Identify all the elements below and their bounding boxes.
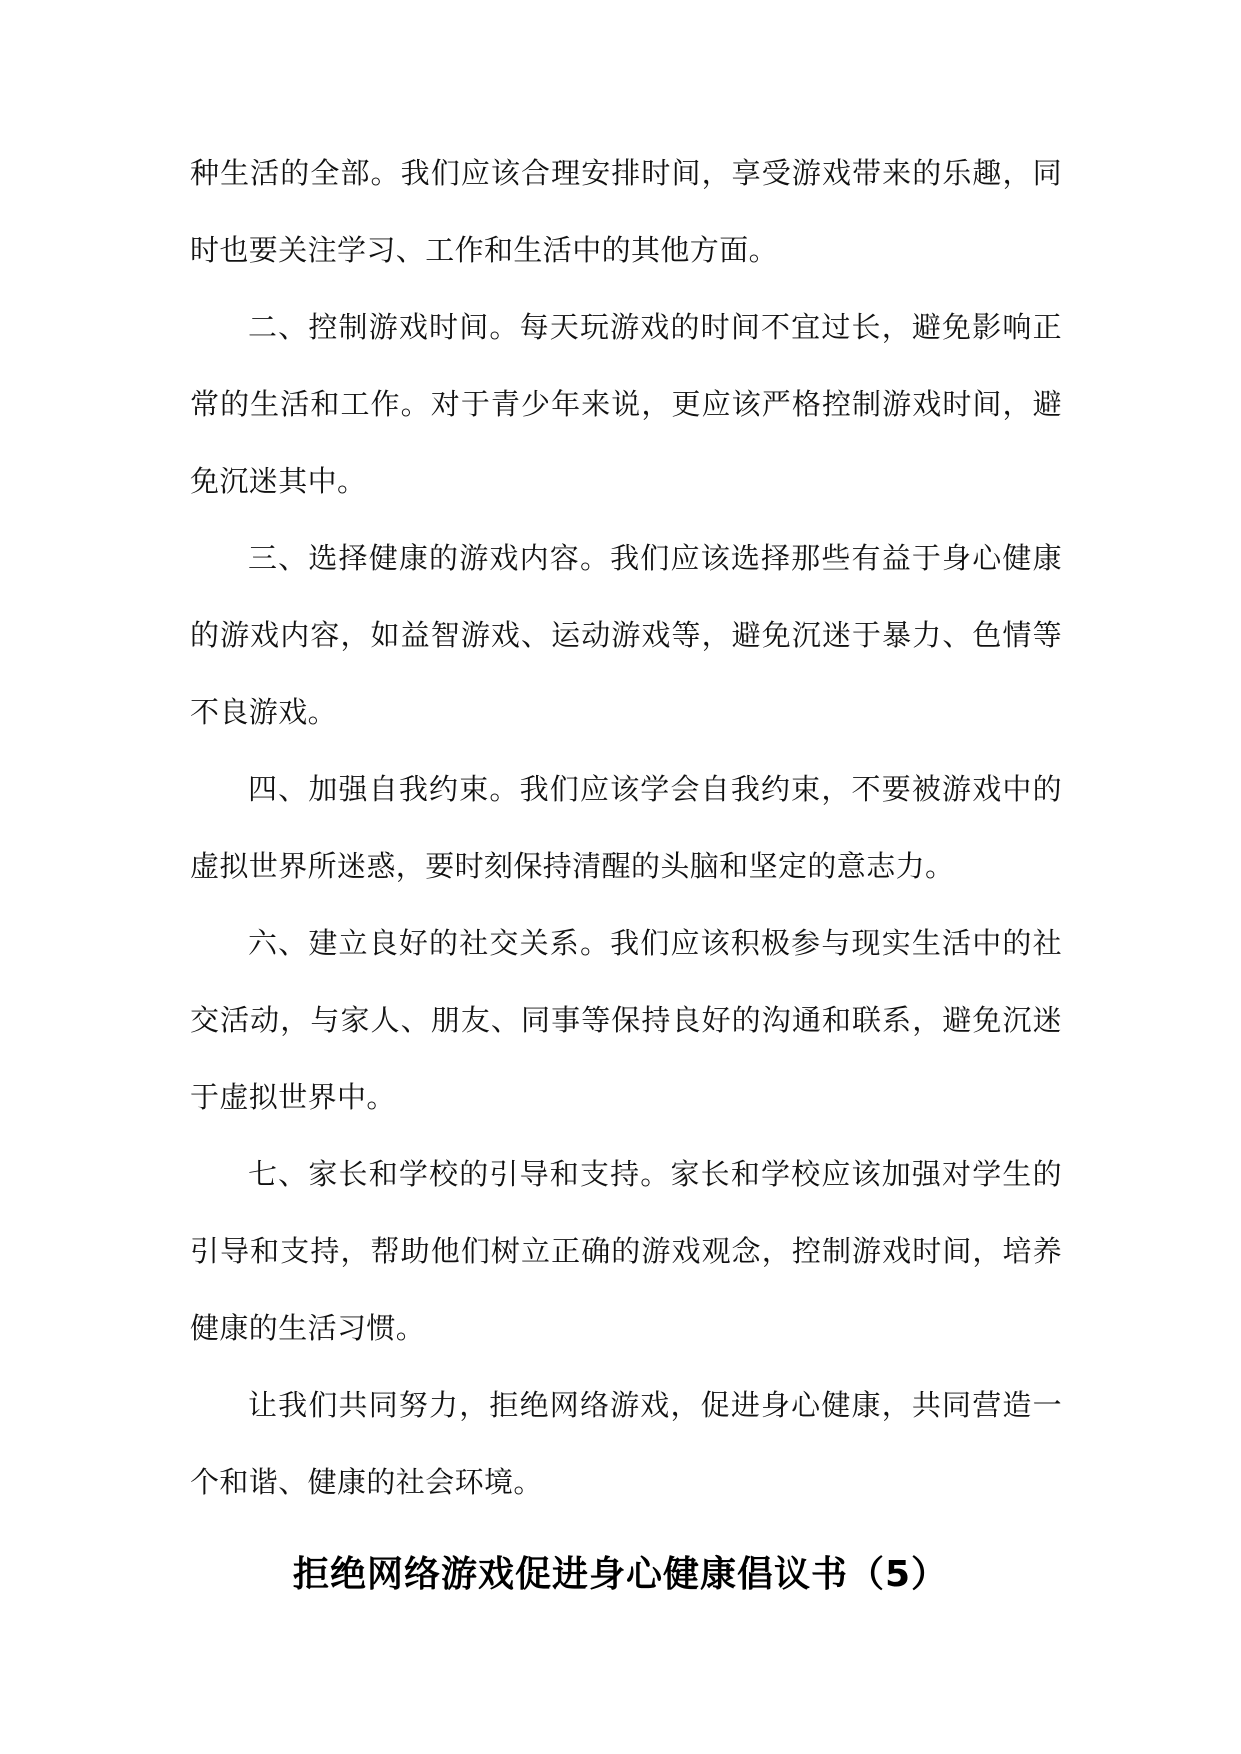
paragraph-closing-call: 让我们共同努力，拒绝网络游戏，促进身心健康，共同营造一个和谐、健康的社会环境。 bbox=[190, 1388, 1062, 1499]
paragraph-parents-school-guidance: 七、家长和学校的引导和支持。家长和学校应该加强对学生的引导和支持，帮助他们树立正确的游戏观念，控制游戏时间，培养健康的生活习惯。 bbox=[190, 1157, 1062, 1345]
section-title: 拒绝网络游戏促进身心健康倡议书（5） bbox=[292, 1554, 949, 1596]
document-body bbox=[190, 135, 1062, 1521]
paragraph-social-relations: 六、建立良好的社交关系。我们应该积极参与现实生活中的社交活动，与家人、朋友、同事等保持良好的沟通和联系，避免沉迷于虚拟世界中。 bbox=[190, 926, 1062, 1114]
paragraph-continuation: 种生活的全部。我们应该合理安排时间，享受游戏带来的乐趣，同时也要关注学习、工作和生活中的其他方面。 bbox=[190, 156, 1062, 267]
paragraph-control-game-time: 二、控制游戏时间。每天玩游戏的时间不宜过长，避免影响正常的生活和工作。对于青少年来说，更应该严格控制游戏时间，避免沉迷其中。 bbox=[190, 310, 1062, 498]
paragraph-self-discipline: 四、加强自我约束。我们应该学会自我约束，不要被游戏中的虚拟世界所迷惑，要时刻保持清醒的头脑和坚定的意志力。 bbox=[190, 772, 1062, 883]
paragraph-healthy-game-content: 三、选择健康的游戏内容。我们应该选择那些有益于身心健康的游戏内容，如益智游戏、运动游戏等，避免沉迷于暴力、色情等不良游戏。 bbox=[190, 541, 1062, 729]
